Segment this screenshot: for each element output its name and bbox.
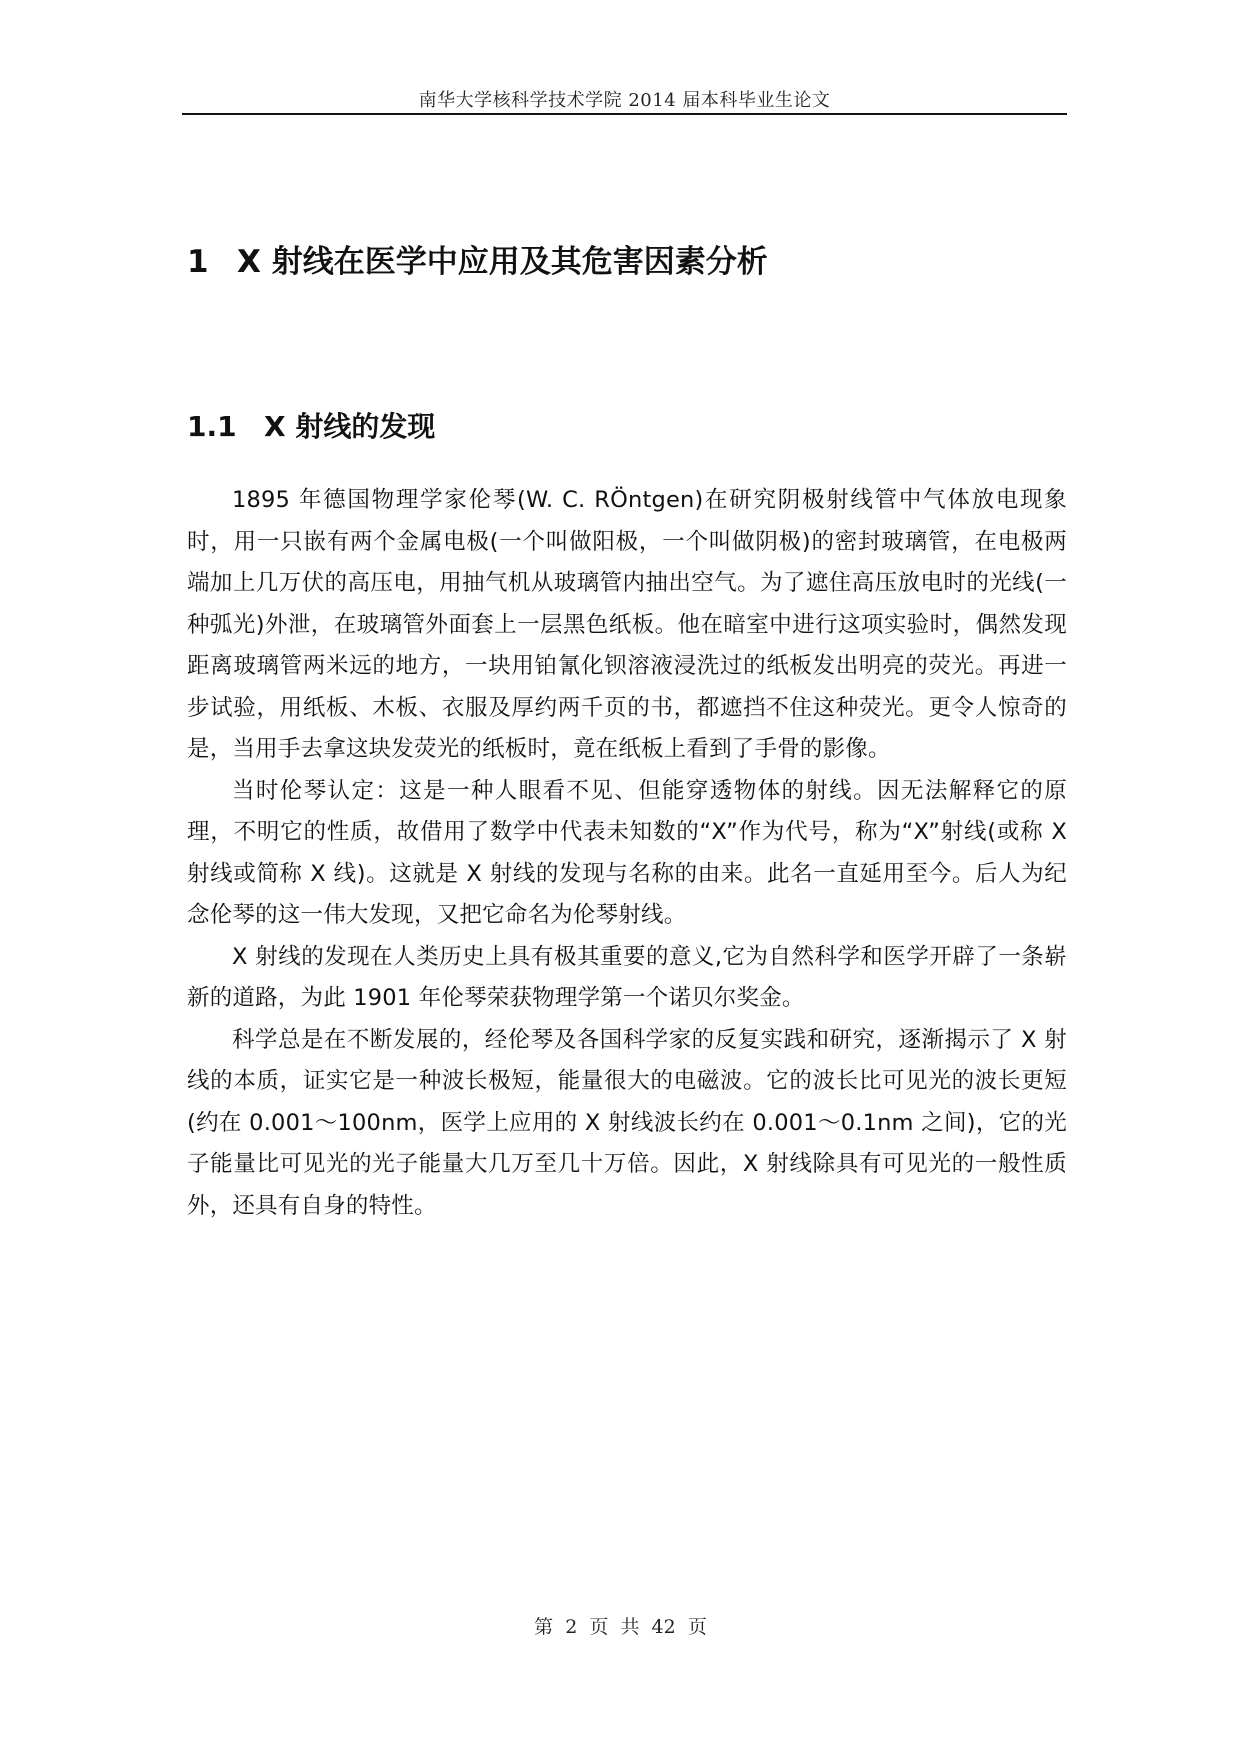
chapter-title [187,236,768,281]
body-text [187,480,1067,1227]
chapter-title-text: X 射线在医学中应用及其危害因素分析 [237,244,768,280]
section-title-text: X 射线的发现 [264,410,436,443]
page-number-footer: 第 2 页 共 42 页 [534,1616,707,1638]
paragraph: X 射线的发现在人类历史上具有极其重要的意义,它为自然科学和医学开辟了一条崭新的道路，为此 1901 年伦琴荣获物理学第一个诺贝尔奖金。 [187,943,1067,1011]
section-number: 1.1 [187,410,237,443]
paragraph: 当时伦琴认定：这是一种人眼看不见、但能穿透物体的射线。因无法解释它的原理，不明它的性质，故借用了数学中代表未知数的“X”作为代号，称为“X”射线(或称 X 射线或简称 X 线)。这就是 X 射线的发现与名称的由来。此名一直延用至今。后人为纪念伦琴的这一伟大发现，又把它命名为伦琴射线。 [187,777,1067,928]
paragraph: 1895 年德国物理学家伦琴(W. C. RÖntgen)在研究阴极射线管中气体放电现象时，用一只嵌有两个金属电极(一个叫做阳极，一个叫做阴极)的密封玻璃管，在电极两端加上几万伏的高压电，用抽气机从玻璃管内抽出空气。为了遮住高压放电时的光线(一种弧光)外泄，在玻璃管外面套上一层黑色纸板。他在暗室中进行这项实验时，偶然发现距离玻璃管两米远的地方，一块用铂氰化钡溶液浸洗过的纸板发出明亮的荧光。再进一步试验，用纸板、木板、衣服及厚约两千页的书，都遮挡不住这种荧光。更令人惊奇的是，当用手去拿这块发荧光的纸板时，竟在纸板上看到了手骨的影像。 [187,487,1067,762]
chapter-number: 1 [187,244,209,280]
running-header: 南华大学核科学技术学院 2014 届本科毕业生论文 [418,90,831,111]
paragraph: 科学总是在不断发展的，经伦琴及各国科学家的反复实践和研究，逐渐揭示了 X 射线的本质，证实它是一种波长极短，能量很大的电磁波。它的波长比可见光的波长更短(约在 0.001～100nm，医学上应用的 X 射线波长约在 0.001～0.1nm 之间)，它的光子能量比可见光的光子能量大几万至几十万倍。因此，X 射线除具有可见光的一般性质外，还具有自身的特性。 [187,1026,1067,1219]
section-title [187,405,435,445]
header-rule [182,113,1067,115]
